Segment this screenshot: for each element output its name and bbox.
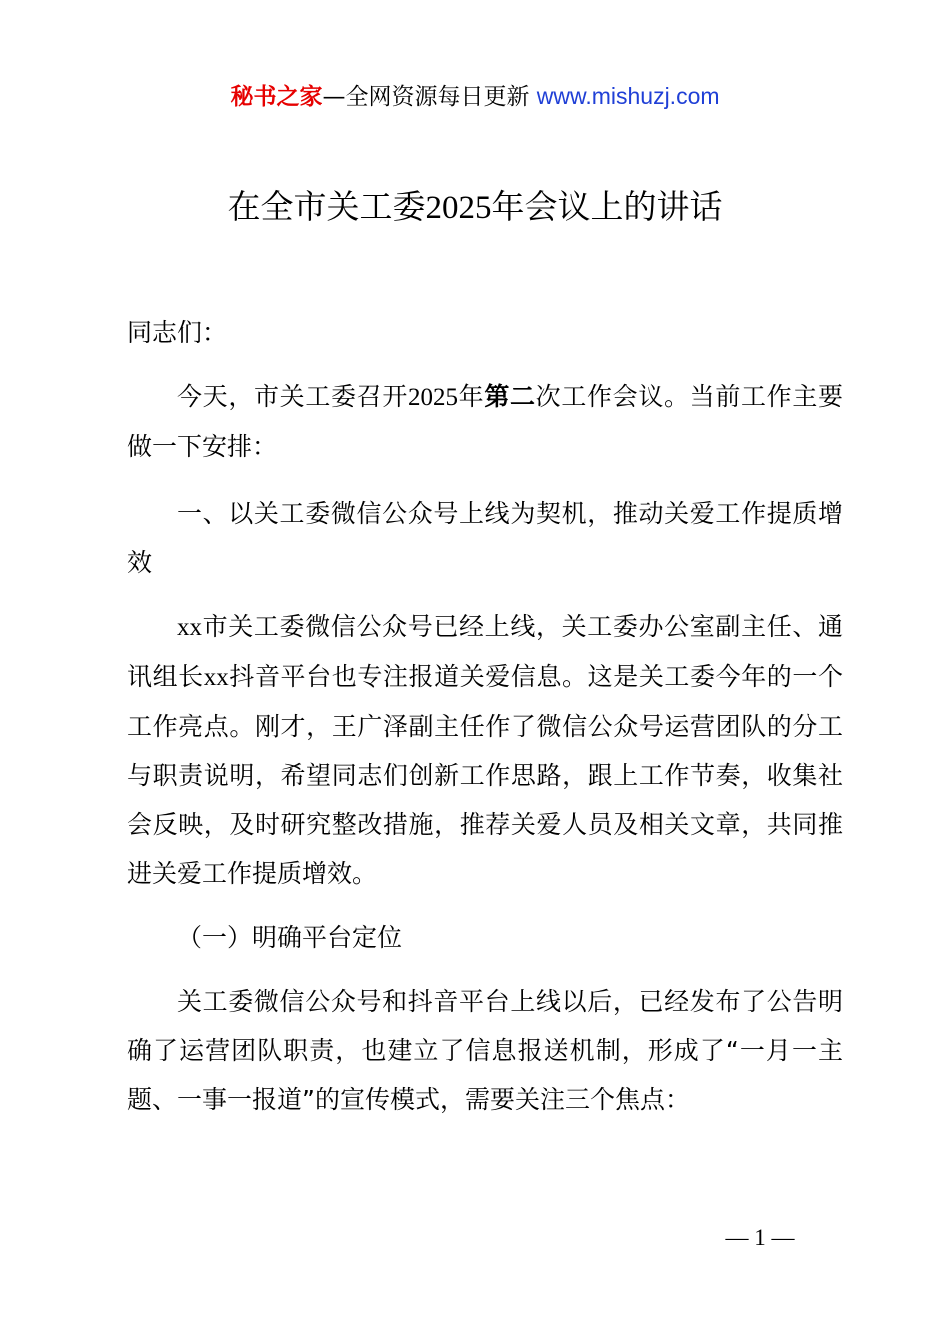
title-year: 2025	[425, 190, 492, 226]
paragraph-wechat-launch	[127, 602, 843, 898]
paragraph-opening	[127, 372, 843, 471]
salutation: 同志们：	[127, 318, 228, 347]
placeholder-xx-1: xx	[177, 614, 202, 641]
paragraph-opening-text-c: 次工作会议。当前工作主要做一下安排：	[127, 382, 843, 461]
paragraph-opening-emphasis: 第二	[484, 382, 536, 411]
paragraph-platform-focus: 关工委微信公众号和抖音平台上线以后，已经发布了公告明确了运营团队职责，也建立了信息报送机制，形成了“一月一主题、一事一报道”的宣传模式，需要关注三个焦点：	[127, 987, 843, 1114]
document-title	[0, 186, 950, 229]
paragraph-opening-text-b: 年	[457, 382, 485, 411]
site-header	[0, 80, 950, 113]
paragraph-opening-text-a: 今天，市关工委召开	[177, 382, 408, 411]
paragraph-wechat-launch-text-a: 市关工委微信公众号已经上线，关工委办公室副主任、通讯组长	[127, 612, 843, 691]
site-brand: 秘书之家	[230, 84, 323, 110]
paragraph-opening-year: 2025	[407, 384, 458, 411]
subsection-heading-one: （一）明确平台定位	[177, 923, 403, 952]
site-url: www.mishuzj.com	[536, 83, 720, 109]
title-prefix: 在全市关工委	[227, 187, 426, 226]
document-body	[127, 308, 843, 1139]
placeholder-xx-2: xx	[203, 664, 229, 691]
paragraph-wechat-launch-text-b: 抖音平台也专注报道关爱信息。这是关工委今年的一个工作亮点。刚才，王广泽副主任作了微信公众号运营团队的分工与职责说明，希望同志们创新工作思路，跟上工作节奏，收集社会反映，及时研究整改措施，推荐关爱人员及相关文章，共同推进关爱工作提质增效。	[127, 662, 843, 888]
title-suffix: 年会议上的讲话	[491, 187, 723, 226]
section-heading-one: 一、以关工委微信公众号上线为契机，推动关爱工作提质增效	[127, 499, 843, 577]
page-number: — 1 —	[725, 1225, 795, 1250]
site-tagline: —全网资源每日更新	[322, 84, 537, 110]
